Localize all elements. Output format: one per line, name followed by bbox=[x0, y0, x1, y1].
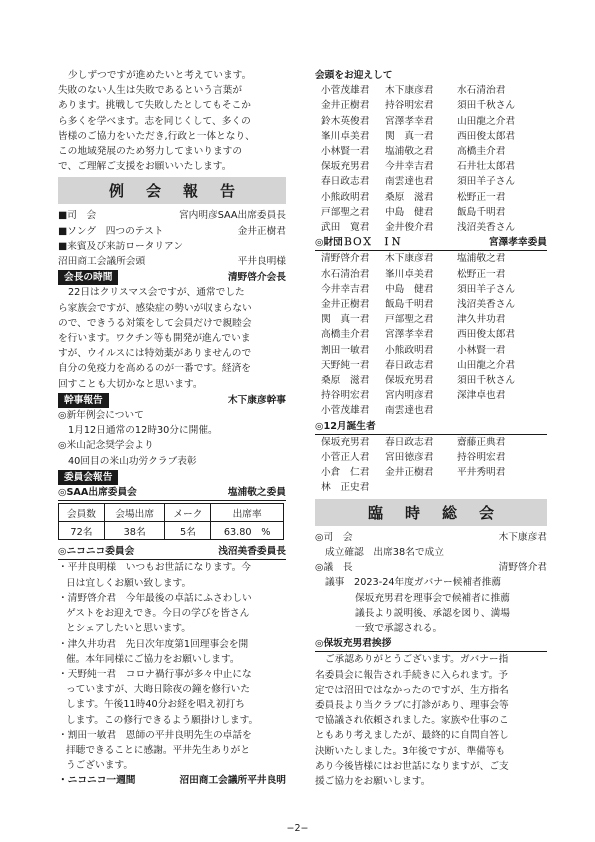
box-name: 清野啓介君 bbox=[321, 253, 370, 265]
bday-name: 齋藤正典君 bbox=[457, 436, 506, 448]
box-name: 金井正樹君 bbox=[321, 299, 370, 311]
box-name: 飯島千明君 bbox=[385, 299, 434, 311]
attendance-header-row bbox=[59, 504, 284, 522]
kanji-tag: 幹事報告 bbox=[58, 393, 109, 408]
welcome-name: 木下康彦君 bbox=[385, 85, 434, 97]
kaicho-line: を行います。ワクチン等も開発が進んでいま bbox=[58, 333, 251, 345]
attendance-header-cell: 会員数 bbox=[59, 504, 105, 522]
attendance-value-cell: 72名 bbox=[59, 522, 105, 540]
kanji-line: 1月12日通常の12時30分に開催。 bbox=[68, 425, 218, 437]
welcome-name: 山田龍之介君 bbox=[457, 115, 516, 127]
bday-name: 小倉 仁君 bbox=[321, 467, 370, 479]
kanji-line: ◎米山記念奨学会より bbox=[58, 440, 154, 452]
box-name: 関 真一君 bbox=[321, 314, 370, 326]
program-item-value: 金井正樹君 bbox=[237, 225, 286, 237]
kaicho-line: ので、できうる対策をして会員だけで親睦会 bbox=[58, 317, 252, 329]
week-value: 沼田商工会議所平井良明 bbox=[179, 775, 286, 787]
program-item-label: ■司 会 bbox=[58, 210, 97, 222]
rinji-line-label: ◎司 会 bbox=[315, 531, 353, 543]
attendance-value-cell: 38名 bbox=[104, 522, 165, 540]
bday-name: 小菅正人君 bbox=[321, 452, 370, 464]
box-name bbox=[457, 403, 547, 418]
niko-line: 催。本年同様にご協力をお願いします。 bbox=[66, 653, 240, 665]
kaicho-bar bbox=[58, 270, 286, 285]
box-header bbox=[315, 235, 547, 251]
saa-title: ◎SAA出席委員会 bbox=[58, 487, 137, 499]
welcome-name: 塩浦敬之君 bbox=[385, 146, 434, 158]
bday-name: 保坂充男君 bbox=[321, 436, 370, 448]
box-name: 山田龍之介君 bbox=[457, 359, 516, 371]
welcome-name: 須田千秋さん bbox=[457, 100, 516, 112]
niko-line: ・天野純一君 コロナ禍行事が多々中止にな bbox=[58, 668, 252, 680]
bday-name: 持谷明宏君 bbox=[457, 452, 506, 464]
program-item bbox=[58, 208, 286, 223]
welcome-name: 小林賢一君 bbox=[321, 146, 370, 158]
rinji-line bbox=[315, 545, 547, 560]
niko-line: ・津久井功君 先日次年度第1回理事会を開 bbox=[58, 638, 249, 650]
rinji-line-value: 木下康彦君 bbox=[498, 531, 547, 543]
hosaka-title: ◎保坂充男君挨拶 bbox=[315, 638, 392, 650]
box-name: 春日政志君 bbox=[385, 359, 434, 371]
box-name: 塩浦敬之君 bbox=[457, 253, 506, 265]
kanji-text bbox=[58, 408, 286, 469]
niko-name: 浅沼美香委員長 bbox=[218, 546, 286, 558]
welcome-name: 宮澤孝幸君 bbox=[385, 115, 434, 127]
box-name: 宮内明彦君 bbox=[385, 390, 434, 402]
kaicho-line: ら家族会ですが、感染症の勢いが収まらない bbox=[58, 302, 252, 314]
box-name: 宮澤孝幸君 bbox=[385, 329, 434, 341]
bday-name bbox=[385, 480, 457, 495]
niko-line: 日は宜しくお願い致します。 bbox=[66, 577, 192, 589]
hosaka-line: ともあり考えましたが、最終的に自問自答し bbox=[315, 730, 509, 742]
welcome-name: 高橋圭介君 bbox=[457, 146, 506, 158]
welcome-name: 桑原 滋君 bbox=[385, 191, 434, 203]
welcome-name: 今井幸吉君 bbox=[385, 161, 434, 173]
kaicho-line: 22日はクリスマス会ですが、通常でした bbox=[68, 287, 245, 299]
box-title: ◎財団ＢＯＸ ＩＮ bbox=[315, 237, 401, 249]
niko-line: ・清野啓介君 今年最後の卓話にふさわしい bbox=[58, 592, 252, 604]
rinji-line-value: 清野啓介君 bbox=[498, 562, 547, 574]
box-name: 木下康彦君 bbox=[385, 253, 434, 265]
niko-line: ゲストをお迎えでき。今日の学びを皆さん bbox=[66, 608, 250, 620]
attendance-table bbox=[58, 503, 284, 540]
kaicho-line: 回すことも大切かなと思います。 bbox=[58, 378, 203, 390]
welcome-name: 中島 健君 bbox=[385, 206, 434, 218]
niko-line: ・割田一敏君 恩師の平井良明先生の卓話を bbox=[58, 729, 252, 741]
attendance-value-cell: 5名 bbox=[165, 522, 211, 540]
bday-name: 春日政志君 bbox=[385, 436, 434, 448]
hosaka-line: で協議され依頼されました。家族や仕事のこ bbox=[315, 715, 509, 727]
intro-line: ら多くを学べます。志を同じくして、多くの bbox=[58, 115, 251, 127]
welcome-name: 金井正樹君 bbox=[321, 100, 370, 112]
bday-name: 金井正樹君 bbox=[385, 467, 434, 479]
gian-line: 議事 2023-24年度ガバナー候補者推薦 bbox=[325, 577, 502, 589]
box-name: 水石清治君 bbox=[321, 268, 370, 280]
niko-header bbox=[58, 544, 286, 560]
box-name: 高橋圭介君 bbox=[321, 329, 370, 341]
rinji-line-label: ◎議 長 bbox=[315, 562, 353, 574]
box-name: 中島 健君 bbox=[385, 283, 434, 295]
welcome-names bbox=[315, 83, 547, 235]
right-column bbox=[315, 68, 547, 789]
kaicho-tag: 会長の時間 bbox=[58, 270, 118, 285]
kaicho-name: 清野啓介会長 bbox=[227, 272, 286, 284]
niko-items bbox=[58, 560, 286, 773]
kanji-bar bbox=[58, 393, 286, 408]
program-item-label: 沼田商工会議所会頭 bbox=[58, 256, 146, 268]
page-number: −2− bbox=[286, 823, 309, 834]
attendance-header-cell: メーク bbox=[165, 504, 211, 522]
bday-header bbox=[315, 419, 547, 435]
kaicho-line: 自分の免疫力を高めるのが一番です。経済を bbox=[58, 363, 251, 375]
gian-line: 一致で承認される。 bbox=[355, 622, 443, 634]
kanji-line: 40回目の米山功労クラブ表彰 bbox=[68, 455, 197, 467]
week-title: ・ニコニコ一週間 bbox=[58, 775, 136, 787]
rinji-title: 臨時総会 bbox=[315, 499, 547, 526]
welcome-name: 峯川卓美君 bbox=[321, 130, 370, 142]
box-name: 松野正一君 bbox=[457, 268, 506, 280]
hosaka-line: あり今後皆様にはお世話になりますが、ご支 bbox=[315, 760, 509, 772]
intro-line: 皆様のご協力をいただき,行政と一体となり、 bbox=[58, 130, 255, 142]
welcome-name: 水石清治君 bbox=[457, 85, 506, 97]
program-item bbox=[58, 254, 286, 269]
rinji-line bbox=[315, 560, 547, 575]
saa-name: 塩浦敬之委員 bbox=[227, 487, 286, 499]
box-name: 西田俊太郎君 bbox=[457, 329, 516, 341]
niko-line: ・平井良明様 いつもお世話になります。今 bbox=[58, 562, 251, 574]
intro-line: あります。挑戦して失敗したとしてもそこか bbox=[58, 100, 251, 112]
welcome-head: 会頭をお迎えして bbox=[315, 70, 393, 81]
box-name: 南雲達也君 bbox=[385, 405, 434, 417]
kanji-line: ◎新年例会について bbox=[58, 410, 144, 422]
welcome-name: 小熊政明君 bbox=[321, 191, 370, 203]
gian-line: 議長より説明後、承認を図り、満場 bbox=[355, 607, 510, 619]
welcome-name: 保坂充男君 bbox=[321, 161, 370, 173]
attendance-value-cell: 63.80 % bbox=[211, 522, 284, 540]
welcome-name: 小菅茂雄君 bbox=[321, 85, 370, 97]
rinji-lines bbox=[315, 530, 547, 576]
hosaka-header bbox=[315, 636, 547, 652]
attendance-header-cell: 出席率 bbox=[211, 504, 284, 522]
box-name: 小菅茂雄君 bbox=[321, 405, 370, 417]
hosaka-line: 定では沼田ではなかったのですが、生方指名 bbox=[315, 684, 509, 696]
niko-line: っていますが、大晦日除夜の鐘を修行いた bbox=[66, 684, 251, 696]
box-name: 割田一敏君 bbox=[321, 344, 370, 356]
iinkai-bar bbox=[58, 470, 286, 485]
welcome-name: 鈴木英俊君 bbox=[321, 115, 370, 127]
box-name: 深津卓也君 bbox=[457, 390, 506, 402]
week-line bbox=[58, 773, 286, 788]
hosaka-line: ご承認ありがとうございます。ガバナー指 bbox=[325, 654, 509, 666]
box-name: 宮澤孝幸委員 bbox=[488, 237, 547, 249]
box-name: 浅沼美香さん bbox=[457, 299, 516, 311]
program-item-value: 宮内明彦SAA出席委員長 bbox=[178, 210, 286, 222]
welcome-name: 武田 寛君 bbox=[321, 222, 370, 234]
box-name: 峯川卓美君 bbox=[385, 268, 434, 280]
gian-text bbox=[315, 575, 547, 636]
welcome-name: 西田俊太郎君 bbox=[457, 130, 516, 142]
program-item-label: ■来賓及び来訪ロータリアン bbox=[58, 240, 184, 252]
welcome-name: 関 真一君 bbox=[385, 130, 434, 142]
intro-line: この地域発展のため努力してまいりますの bbox=[58, 146, 243, 158]
welcome-name: 金井俊介君 bbox=[385, 222, 434, 234]
box-name: 桑原 滋君 bbox=[321, 375, 370, 387]
welcome-name: 春日政志君 bbox=[321, 176, 370, 188]
program-item bbox=[58, 224, 286, 239]
niko-line: とシェアしたいと思います。 bbox=[66, 623, 191, 635]
bday-name: 林 正史君 bbox=[321, 482, 370, 494]
box-name: 須田羊子さん bbox=[457, 283, 516, 295]
intro-line: 失敗のない人生は失敗であるという言葉が bbox=[58, 85, 243, 97]
niko-line: します。午後11時40分お経を唱え初打ち bbox=[66, 699, 245, 711]
bday-name: 平井秀明君 bbox=[457, 467, 506, 479]
box-name: 小熊政明君 bbox=[385, 344, 434, 356]
rinji-line bbox=[315, 530, 547, 545]
program-item-label: ■ソング 四つのテスト bbox=[58, 225, 164, 237]
left-column bbox=[58, 68, 286, 789]
niko-line: 拝聴できることに感謝。平井先生ありがと bbox=[66, 744, 251, 756]
welcome-name: 飯島千明君 bbox=[457, 206, 506, 218]
saa-header bbox=[58, 485, 286, 501]
attendance-header-cell: 会場出席 bbox=[104, 504, 165, 522]
welcome-name: 石井壮太郎君 bbox=[457, 161, 516, 173]
welcome-name: 戸部聖之君 bbox=[321, 206, 370, 218]
gian-line: 保坂充男君を理事会で候補者に推薦 bbox=[355, 592, 510, 604]
program-item bbox=[58, 239, 286, 254]
bday-names bbox=[315, 435, 547, 496]
welcome-name: 持谷明宏君 bbox=[385, 100, 434, 112]
box-name: 天野純一君 bbox=[321, 359, 370, 371]
bday-name bbox=[457, 480, 547, 495]
intro-line: 少しずつですが進めたいと考えています。 bbox=[68, 70, 252, 81]
hosaka-text bbox=[315, 652, 547, 789]
box-names bbox=[315, 251, 547, 418]
kaicho-line: すが、ウイルスには特効薬がありませんので bbox=[58, 348, 252, 360]
welcome-name: 南雲達也君 bbox=[385, 176, 434, 188]
bday-name: 宮田徳彦君 bbox=[385, 452, 434, 464]
program-item-value: 平井良明様 bbox=[237, 256, 286, 268]
niko-title: ◎ニコニコ委員会 bbox=[58, 546, 135, 558]
hosaka-line: 委員長より当クラブに打診があり、理事会等 bbox=[315, 699, 509, 711]
box-name: 持谷明宏君 bbox=[321, 390, 370, 402]
iinkai-tag: 委員会報告 bbox=[58, 470, 118, 485]
box-name: 須田千秋さん bbox=[457, 375, 516, 387]
welcome-name: 浅沼美香さん bbox=[457, 222, 516, 234]
box-name: 保坂充男君 bbox=[385, 375, 434, 387]
box-name: 小林賢一君 bbox=[457, 344, 506, 356]
box-name: 今井幸吉君 bbox=[321, 283, 370, 295]
welcome-name: 松野正一君 bbox=[457, 191, 506, 203]
hosaka-line: 援ご協力をお願いします。 bbox=[315, 775, 431, 787]
intro-line: で、ご理解ご支援をお願いいたします。 bbox=[58, 161, 232, 173]
niko-line: します。この修行できるよう願掛けします。 bbox=[66, 714, 259, 726]
bday-title: ◎12月誕生者 bbox=[315, 420, 376, 432]
box-name: 津久井功君 bbox=[457, 314, 506, 326]
hosaka-line: 決断いたしました。3年後ですが、準備等も bbox=[315, 745, 506, 757]
niko-line: うございます。 bbox=[66, 760, 134, 772]
welcome-name: 須田羊子さん bbox=[457, 176, 516, 188]
intro-text bbox=[58, 68, 286, 174]
program-list bbox=[58, 208, 286, 269]
hosaka-line: 名委員会に報告され手続きに入られます。予 bbox=[315, 669, 508, 681]
reikai-title: 例会報告 bbox=[58, 177, 286, 204]
kanji-name: 木下康彦幹事 bbox=[227, 394, 286, 406]
box-name: 戸部聖之君 bbox=[385, 314, 434, 326]
attendance-value-row bbox=[59, 522, 284, 540]
kaicho-text bbox=[58, 285, 286, 391]
rinji-line-label: 成立確認 出席38名で成立 bbox=[325, 546, 444, 558]
